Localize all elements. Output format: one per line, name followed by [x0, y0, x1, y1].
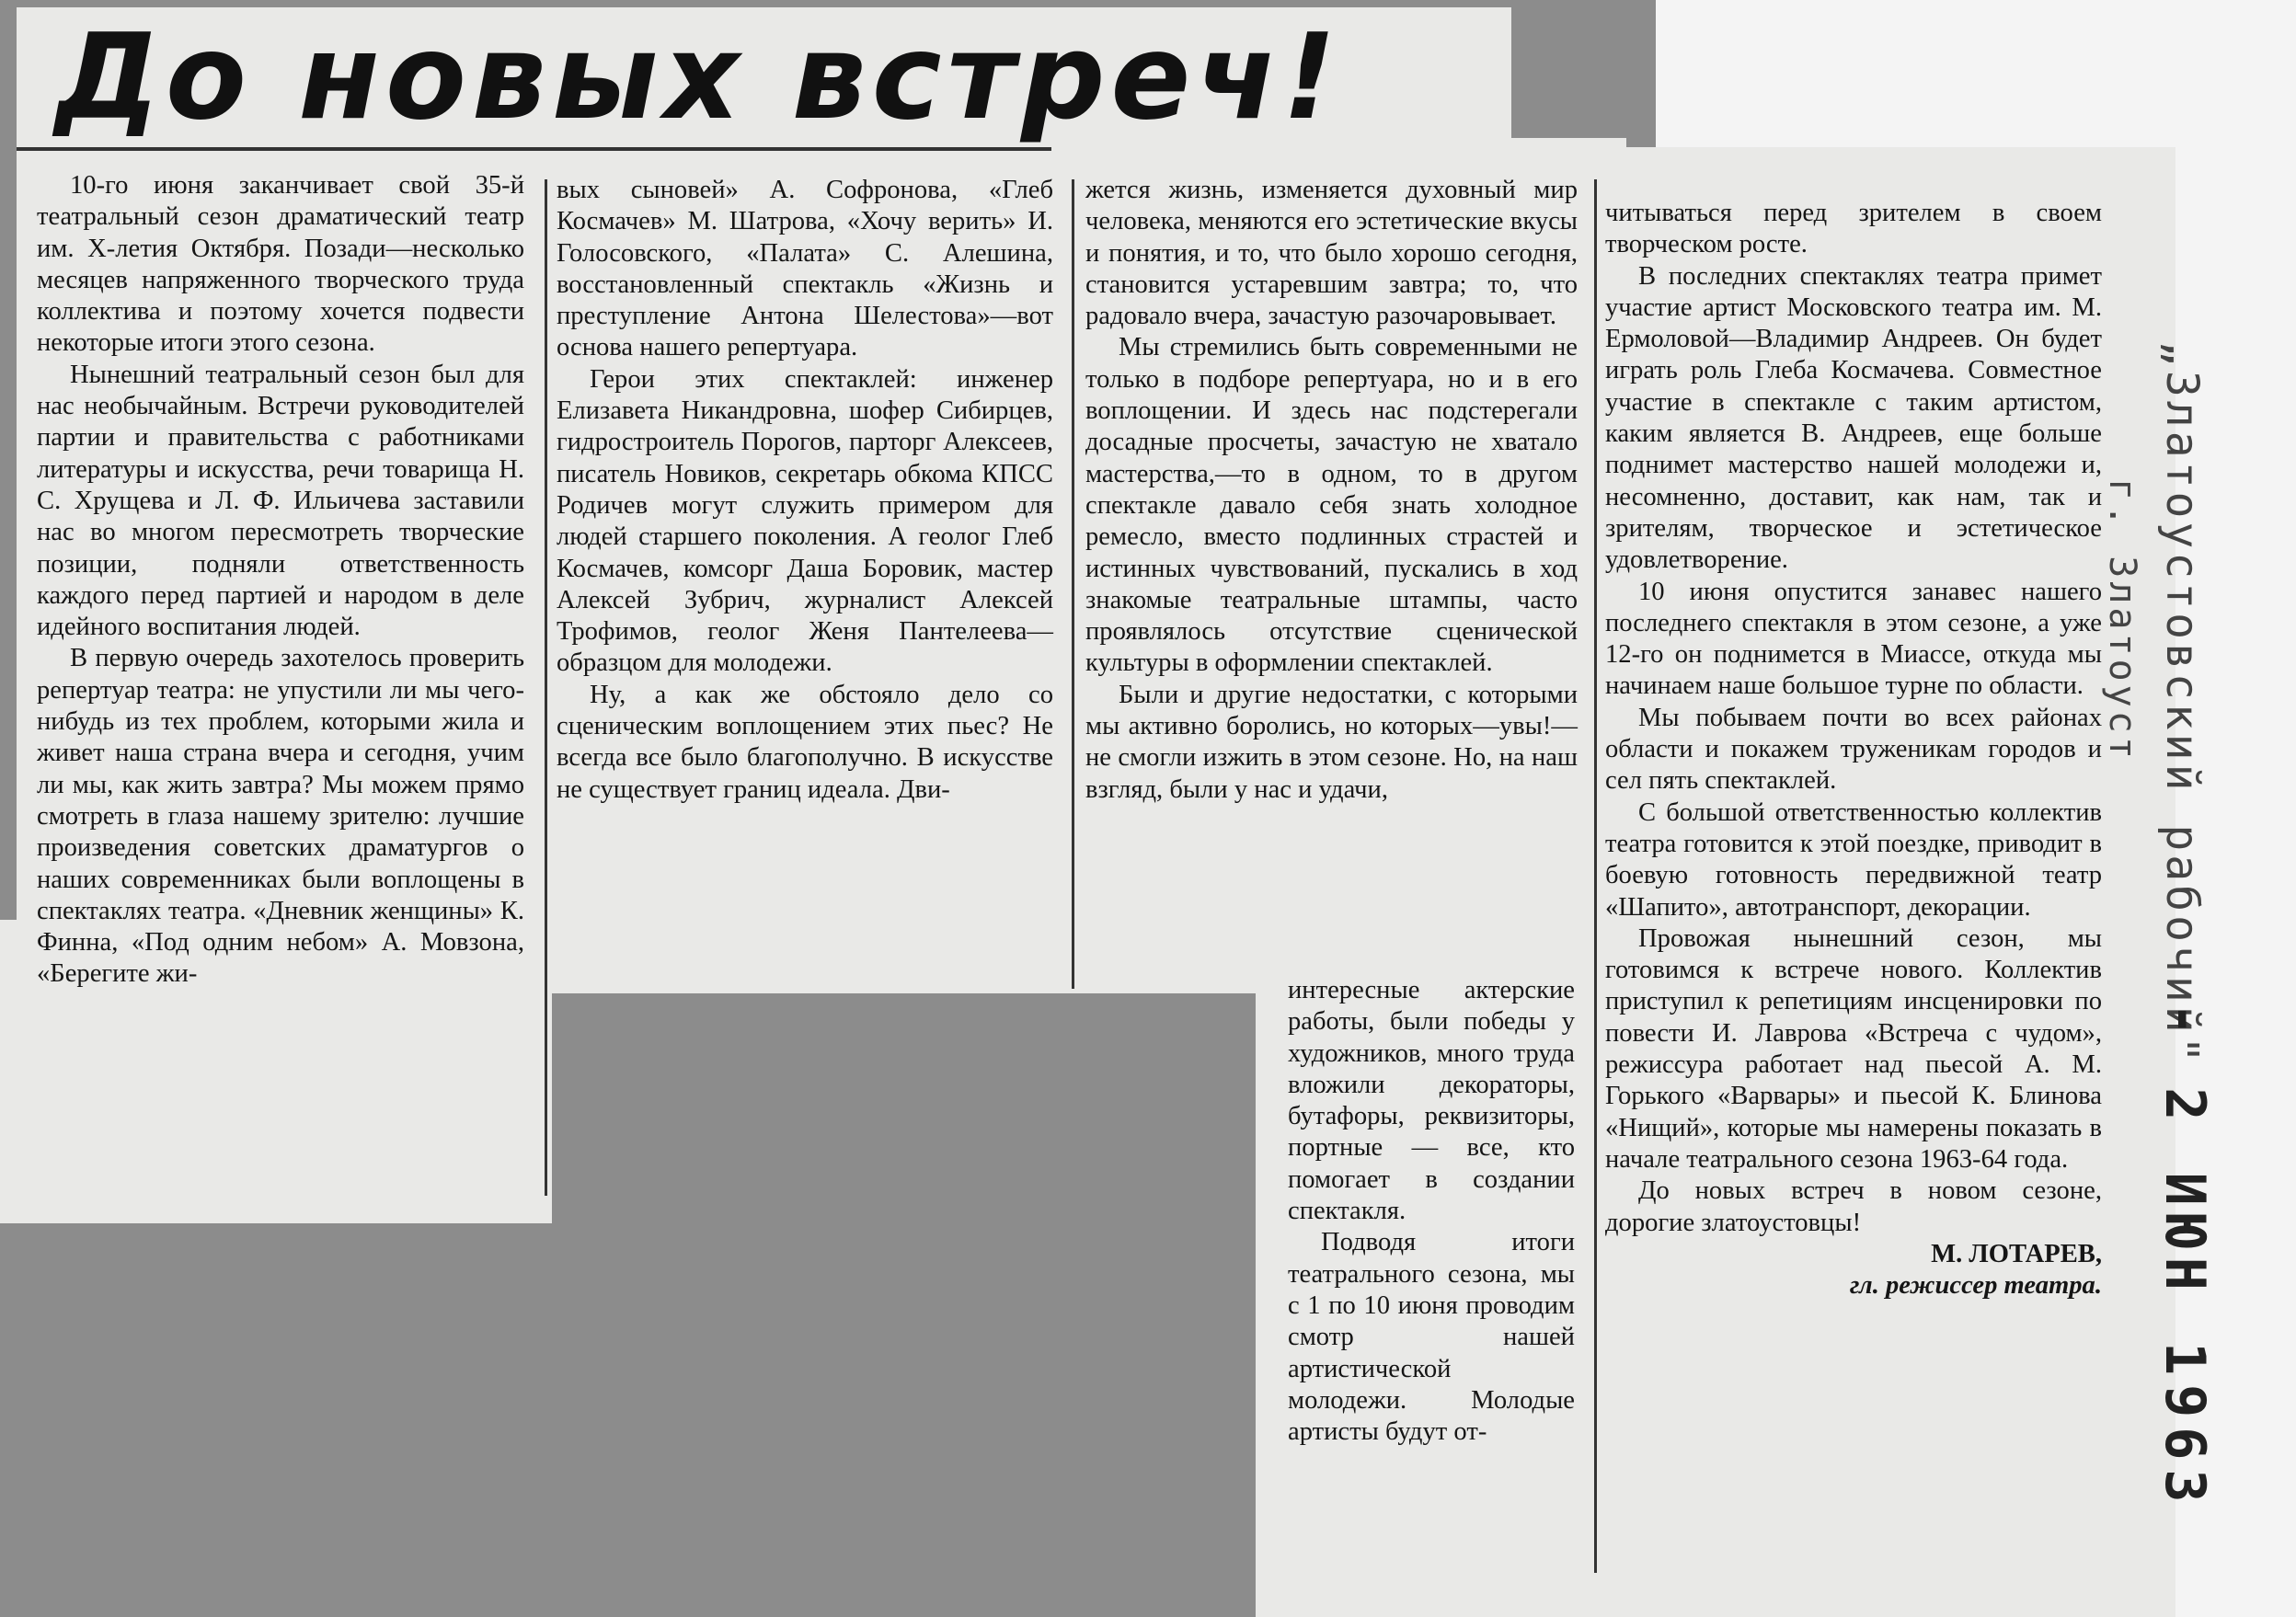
paragraph: Провожая нынешний сезон, мы готовимся к встрече нового. Коллектив приступил к репетициям инсценировки по повести И. Лаврова «Встреча с чудом», режиссура работает над пьесой А. М. Горького «Варвары» и пьесой К. Блинова «Нищий», которые мы намерены показать в начале театрального сезона 1963-64 года.: [1605, 923, 2102, 1174]
paragraph: Герои этих спектаклей: инженер Елизавета Никандровна, шофер Сибирцев, гидростроитель Порогов, парторг Алексеев, писатель Новиков, секретарь обкома КПСС Родичев могут служить примером для людей старшего поколения. А геолог Глеб Космачев, комсорг Даша Боровик, мастер Алексей Зубрич, журналист Алексей Трофимов, геолог Женя Пантелеева—образцом для молодежи.: [557, 364, 1053, 678]
paragraph: Подводя итоги театрального сезона, мы с 1 по 10 июня проводим смотр нашей артистической молодежи. Молодые артисты будут от-: [1288, 1228, 1575, 1447]
column-divider: [545, 179, 547, 1196]
column-divider: [1594, 179, 1597, 1573]
article-column-2: [557, 175, 1053, 806]
paragraph: читываться перед зрителем в своем творческом росте.: [1605, 199, 2102, 259]
author-title: гл. режиссер театра.: [1849, 1271, 2102, 1301]
column-divider: [1072, 179, 1074, 989]
article-column-3-continued: [1288, 975, 1575, 1448]
clipping-cutout: [552, 993, 1256, 1617]
paragraph: Ну, а как же обстояло дело со сценическим воплощением этих пьес? Не всегда все было благополучно. В искусстве не существует границ идеала. Дви-: [557, 680, 1053, 804]
paragraph: В первую очередь захотелось проверить репертуар театра: не упустили ли мы чего-нибудь из тех проблем, которыми жила и живет наша страна вчера и сегодня, учим ли мы, как жить завтра? Мы можем прямо смотреть в глаза нашему зрителю: лучшие произведения советских драматургов о наших современниках были воплощены в спектаклях театра. «Дневник женщины» К. Финна, «Под одним небом» А. Мовзона, «Берегите жи-: [37, 644, 524, 989]
article-column-1: [37, 170, 524, 991]
date-stamp: - 2 ИЮН 1963: [2152, 1003, 2217, 1512]
paragraph: С большой ответственностью коллектив театра готовится к этой поездке, приводит в боевую готовность передвижной театр «Шапито», автотранспорт, декорации.: [1605, 797, 2102, 922]
paragraph: интересные актерские работы, были победы у художников, много труда вложили декораторы, бутафоры, реквизиторы, портные — все, кто помогает в создании спектакля.: [1288, 976, 1575, 1226]
article-column-4: [1605, 198, 2102, 1302]
paragraph: Мы стремились быть современными не только в подборе репертуара, но и в его воплощении. И здесь нас подстерегали досадные просчеты, зачастую не хватало мастерства,—то в одном, то в другом спектакле давало себя знать холодное ремесло, вместо подлинных страстей и истинных чувствований, пускались в ход знакомые театральные штампы, часто проявлялось отсутствие сценической культуры в оформлении спектаклей.: [1085, 333, 1578, 678]
paragraph: жется жизнь, изменяется духовный мир человека, меняются его эстетические вкусы и понятия, и то, что было хорошо сегодня, становится устаревшим завтра; то, что радовало вчера, зачастую разочаровывает.: [1085, 176, 1578, 331]
newspaper-stamp: „Златоустовский рабочий": [2156, 340, 2208, 1067]
paragraph: Нынешний театральный сезон был для нас необычайным. Встречи руководителей партии и правительства с работниками литературы и искусства, речи товарища Н. С. Хрущева и Л. Ф. Ильичева заставили нас во многом пересмотреть творческие позиции, подняли ответственность каждого перед партией и народом в деле идейного воспитания людей.: [37, 360, 524, 642]
paragraph: Были и другие недостатки, с которыми мы активно боролись, но которых—увы!—не смогли изжить в этом сезоне. Но, на наш взгляд, были у нас и удачи,: [1085, 680, 1578, 804]
headline-rule: [17, 147, 1051, 151]
paragraph: вых сыновей» А. Софронова, «Глеб Космачев» М. Шатрова, «Хочу верить» И. Голосовского, «Палата» С. Алешина, восстановленный спектакль «Жизнь и преступление Антона Шелестова»—вот основа нашего репертуара.: [557, 176, 1053, 362]
headline: До новых встреч!: [55, 9, 1342, 146]
paragraph: Мы побываем почти во всех районах области и покажем труженикам городов и сел пять спектаклей.: [1605, 703, 2102, 796]
article-column-3: [1085, 175, 1578, 806]
city-stamp: г. Златоуст: [2101, 478, 2143, 763]
paragraph: 10 июня опустится занавес нашего последнего спектакля в этом сезоне, а уже 12-го он поднимется в Миассе, откуда мы начинаем наше большое турне по области.: [1605, 577, 2102, 701]
paragraph: В последних спектаклях театра примет участие артист Московского театра им. М. Ермоловой—Владимир Андреев. Он будет играть роль Глеба Космачева. Совместное участие в спектакле с таким артистом, каким является В. Андреев, еще больше поднимет мастерство нашей молодежи и, несомненно, доставит, как нам, так и зрителям, творческое и эстетическое удовлетворение.: [1605, 261, 2102, 575]
paragraph: 10-го июня заканчивает свой 35-й театральный сезон драматический театр им. Х-летия Октября. Позади—несколько месяцев напряженного творческого труда коллектива и поэтому хочется подвести некоторые итоги этого сезона.: [37, 171, 524, 358]
paragraph: До новых встреч в новом сезоне, дорогие златоустовцы!: [1605, 1176, 2102, 1237]
author-name: М. ЛОТАРЕВ,: [1931, 1239, 2102, 1268]
